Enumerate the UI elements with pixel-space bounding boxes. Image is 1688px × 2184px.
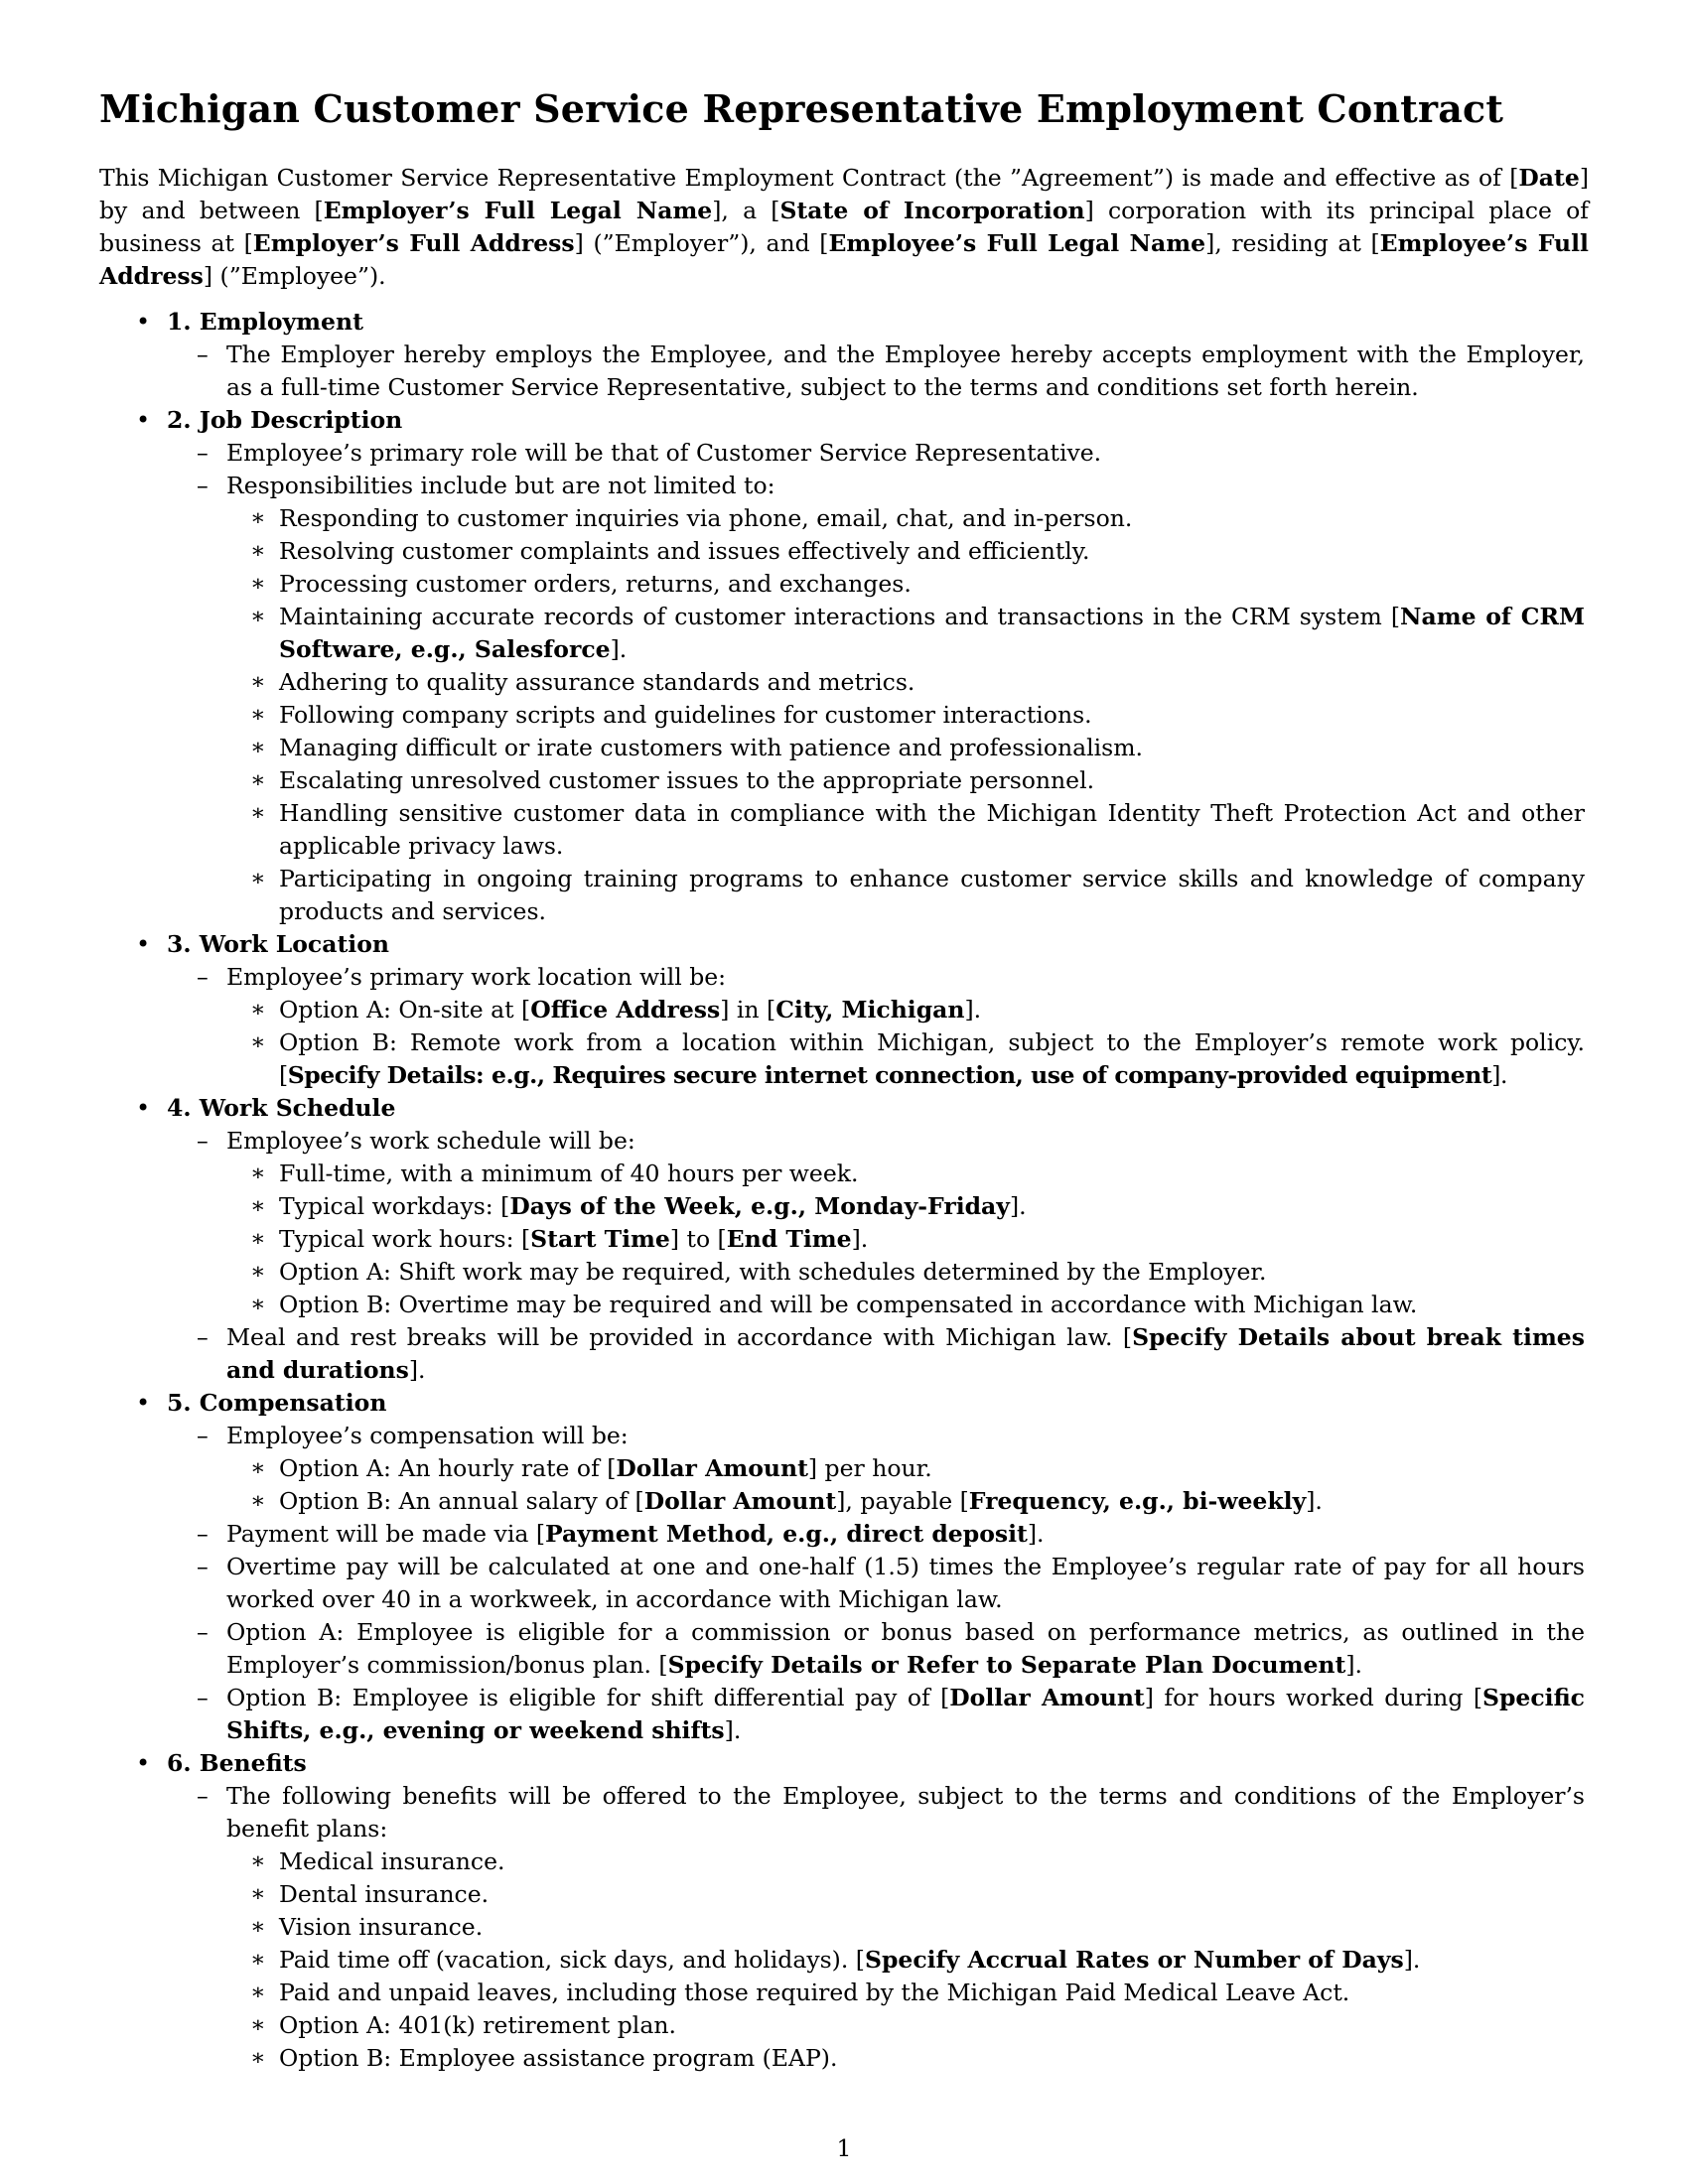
list-item xyxy=(226,1518,1045,1551)
placeholder-employer-address: Employer’s Full Address xyxy=(252,229,575,257)
document-title: Michigan Customer Service Representative Employment Contract xyxy=(99,86,1504,131)
placeholder-payment-method: Payment Method, e.g., direct deposit xyxy=(545,1520,1028,1548)
dash-icon: – xyxy=(197,963,209,991)
asterisk-icon: ∗ xyxy=(250,1881,266,1907)
asterisk-icon: ∗ xyxy=(250,669,266,695)
item-text: Typical workdays: [ xyxy=(279,1192,510,1220)
intro-text: ], a [ xyxy=(712,197,780,224)
list-item xyxy=(279,1190,1027,1223)
dash-icon: – xyxy=(197,1127,209,1155)
item-text: ] to [ xyxy=(669,1225,727,1253)
asterisk-icon: ∗ xyxy=(250,1193,266,1219)
item-text: ], payable [ xyxy=(836,1487,969,1515)
list-item: Employee’s primary work location will be: xyxy=(226,963,727,991)
item-text: Option A: On-site at [ xyxy=(279,996,531,1024)
list-item: applicable privacy laws. xyxy=(279,832,564,860)
bullet-icon: • xyxy=(136,406,151,434)
placeholder-break-details: and durations xyxy=(226,1356,409,1384)
list-item: worked over 40 in a workweek, in accordance with Michigan law. xyxy=(226,1585,1003,1613)
placeholder-city: City, Michigan xyxy=(775,996,965,1024)
intro-text: ] (”Employee”). xyxy=(203,262,386,290)
item-text: ]. xyxy=(964,996,982,1024)
list-item: Dental insurance. xyxy=(279,1880,490,1908)
placeholder-dollar-amount: Dollar Amount xyxy=(949,1684,1145,1711)
asterisk-icon: ∗ xyxy=(250,1292,266,1317)
list-item: Medical insurance. xyxy=(279,1847,505,1875)
list-item: The Employer hereby employs the Employee, and the Employee hereby accepts employment with the Employer, xyxy=(226,341,1585,368)
list-item: Option B: Overtime may be required and will be compensated in accordance with Michigan law. xyxy=(279,1291,1418,1318)
dash-icon: – xyxy=(197,1323,209,1351)
asterisk-icon: ∗ xyxy=(250,800,266,826)
placeholder-employee-address: Employee’s Full Address xyxy=(99,229,1589,290)
list-item: benefit plans: xyxy=(226,1815,388,1843)
asterisk-icon: ∗ xyxy=(250,1029,266,1055)
item-text: Maintaining accurate records of customer interactions and transactions in the CRM system [ xyxy=(279,603,1401,630)
list-item xyxy=(279,1059,1507,1092)
asterisk-icon: ∗ xyxy=(250,767,266,793)
section-title-compensation: 5. Compensation xyxy=(167,1389,387,1417)
item-text: Typical work hours: [ xyxy=(279,1225,531,1253)
item-text: ]. xyxy=(851,1225,869,1253)
bullet-icon: • xyxy=(136,1749,151,1777)
placeholder-dollar-amount: Dollar Amount xyxy=(643,1487,837,1515)
intro-text: This Michigan Customer Service Representative Employment Contract (the ”Agreement”) is made and effective as of [ xyxy=(99,164,1519,192)
list-item: Managing difficult or irate customers with patience and professionalism. xyxy=(279,734,1143,761)
dash-icon: – xyxy=(197,439,209,467)
placeholder-crm: Software, e.g., Salesforce xyxy=(279,635,611,663)
item-text: ]. xyxy=(1027,1520,1045,1548)
intro-text: ] by and between [ xyxy=(99,164,1589,224)
list-item: The following benefits will be offered to the Employee, subject to the terms and conditions of the Employer’s xyxy=(226,1782,1585,1810)
dash-icon: – xyxy=(197,472,209,499)
section-title-job-description: 2. Job Description xyxy=(167,406,403,434)
list-item: Resolving customer complaints and issues effectively and efficiently. xyxy=(279,537,1090,565)
list-item xyxy=(279,1452,932,1485)
asterisk-icon: ∗ xyxy=(250,1848,266,1874)
list-item xyxy=(279,1944,1420,1977)
item-text: Employer’s commission/bonus plan. [ xyxy=(226,1651,668,1679)
item-text: Paid time off (vacation, sick days, and holidays). [ xyxy=(279,1946,865,1974)
list-item: products and services. xyxy=(279,897,546,925)
asterisk-icon: ∗ xyxy=(250,571,266,597)
list-item: Escalating unresolved customer issues to the appropriate personnel. xyxy=(279,766,1095,794)
dash-icon: – xyxy=(197,1553,209,1580)
asterisk-icon: ∗ xyxy=(250,1455,266,1481)
dash-icon: – xyxy=(197,341,209,368)
item-text: ]. xyxy=(1306,1487,1323,1515)
intro-text: ] (”Employer”), and [ xyxy=(574,229,829,257)
list-item xyxy=(279,1485,1323,1518)
placeholder-pto: Specify Accrual Rates or Number of Days xyxy=(864,1946,1404,1974)
placeholder-employer-name: Employer’s Full Legal Name xyxy=(323,197,713,224)
bullet-icon: • xyxy=(136,930,151,958)
placeholder-frequency: Frequency, e.g., bi-weekly xyxy=(968,1487,1307,1515)
item-text: Option B: An annual salary of [ xyxy=(279,1487,644,1515)
list-item xyxy=(226,1321,1585,1354)
asterisk-icon: ∗ xyxy=(250,538,266,564)
placeholder-break-details: Specify Details about break times xyxy=(1132,1323,1585,1351)
list-item: Option A: Employee is eligible for a commission or bonus based on performance metrics, as outlined in the xyxy=(226,1618,1585,1646)
item-text: [ xyxy=(279,1061,288,1089)
placeholder-bonus-plan: Specify Details or Refer to Separate Plan Document xyxy=(667,1651,1346,1679)
item-text: ]. xyxy=(1009,1192,1027,1220)
list-item xyxy=(279,601,1585,633)
asterisk-icon: ∗ xyxy=(250,2045,266,2071)
list-item: Employee’s compensation will be: xyxy=(226,1422,629,1449)
bullet-icon: • xyxy=(136,308,151,336)
list-item xyxy=(226,1682,1585,1714)
placeholder-shifts: Shifts, e.g., evening or weekend shifts xyxy=(226,1716,725,1744)
item-text: ]. xyxy=(1403,1946,1421,1974)
dash-icon: – xyxy=(197,1684,209,1711)
asterisk-icon: ∗ xyxy=(250,1914,266,1940)
list-item: Employee’s work schedule will be: xyxy=(226,1127,635,1155)
list-item: Full-time, with a minimum of 40 hours per week. xyxy=(279,1160,859,1187)
item-text: Option B: Employee is eligible for shift differential pay of [ xyxy=(226,1684,950,1711)
item-text: Meal and rest breaks will be provided in accordance with Michigan law. [ xyxy=(226,1323,1133,1351)
section-title-employment: 1. Employment xyxy=(167,308,363,336)
item-text: Payment will be made via [ xyxy=(226,1520,545,1548)
intro-text: ], residing at [ xyxy=(1205,229,1380,257)
list-item: as a full-time Customer Service Representative, subject to the terms and conditions set forth herein. xyxy=(226,373,1419,401)
intro-paragraph xyxy=(99,162,1589,293)
list-item: Option A: 401(k) retirement plan. xyxy=(279,2011,676,2039)
list-item: Adhering to quality assurance standards and metrics. xyxy=(279,668,915,696)
item-text: ]. xyxy=(1491,1061,1508,1089)
list-item: Employee’s primary role will be that of Customer Service Representative. xyxy=(226,439,1102,467)
placeholder-shifts: Specific xyxy=(1482,1684,1585,1711)
list-item: Paid and unpaid leaves, including those required by the Michigan Paid Medical Leave Act. xyxy=(279,1979,1350,2006)
asterisk-icon: ∗ xyxy=(250,1226,266,1252)
dash-icon: – xyxy=(197,1782,209,1810)
asterisk-icon: ∗ xyxy=(250,604,266,629)
dash-icon: – xyxy=(197,1422,209,1449)
bullet-icon: • xyxy=(136,1094,151,1122)
placeholder-start-time: Start Time xyxy=(530,1225,670,1253)
placeholder-office-address: Office Address xyxy=(530,996,721,1024)
list-item: Option A: Shift work may be required, with schedules determined by the Employer. xyxy=(279,1258,1267,1286)
placeholder-employee-name: Employee’s Full Legal Name xyxy=(828,229,1206,257)
list-item: Overtime pay will be calculated at one and one-half (1.5) times the Employee’s regular rate of pay for all hours xyxy=(226,1553,1585,1580)
section-title-benefits: 6. Benefits xyxy=(167,1749,307,1777)
placeholder-state: State of Incorporation xyxy=(779,197,1085,224)
item-text: ] for hours worked during [ xyxy=(1144,1684,1482,1711)
list-item: Handling sensitive customer data in compliance with the Michigan Identity Theft Protection Act and other xyxy=(279,799,1585,827)
item-text: ]. xyxy=(1345,1651,1362,1679)
list-item xyxy=(279,633,627,666)
item-text: ] in [ xyxy=(720,996,776,1024)
list-item: Following company scripts and guidelines for customer interactions. xyxy=(279,701,1092,729)
placeholder-end-time: End Time xyxy=(726,1225,852,1253)
list-item: Participating in ongoing training programs to enhance customer service skills and knowledge of company xyxy=(279,865,1585,892)
asterisk-icon: ∗ xyxy=(250,1259,266,1285)
asterisk-icon: ∗ xyxy=(250,2012,266,2038)
intro-text: ] corporation with its principal place of business at [ xyxy=(99,197,1589,257)
dash-icon: – xyxy=(197,1618,209,1646)
dash-icon: – xyxy=(197,1520,209,1548)
asterisk-icon: ∗ xyxy=(250,735,266,760)
item-text: ]. xyxy=(408,1356,426,1384)
asterisk-icon: ∗ xyxy=(250,1488,266,1514)
item-text: Option A: An hourly rate of [ xyxy=(279,1454,617,1482)
list-item: Processing customer orders, returns, and exchanges. xyxy=(279,570,912,598)
asterisk-icon: ∗ xyxy=(250,997,266,1023)
section-title-work-schedule: 4. Work Schedule xyxy=(167,1094,396,1122)
placeholder-crm: Name of CRM xyxy=(1400,603,1586,630)
asterisk-icon: ∗ xyxy=(250,1979,266,2005)
section-title-work-location: 3. Work Location xyxy=(167,930,389,958)
placeholder-workdays: Days of the Week, e.g., Monday-Friday xyxy=(509,1192,1010,1220)
list-item: Responding to customer inquiries via phone, email, chat, and in-person. xyxy=(279,504,1133,532)
list-item xyxy=(226,1649,1362,1682)
list-item: Option B: Remote work from a location within Michigan, subject to the Employer’s remote work policy. xyxy=(279,1028,1585,1056)
asterisk-icon: ∗ xyxy=(250,1160,266,1186)
list-item: Option B: Employee assistance program (EAP). xyxy=(279,2044,838,2072)
page-number: 1 xyxy=(836,2134,852,2162)
list-item: Vision insurance. xyxy=(279,1913,484,1941)
list-item xyxy=(279,1223,868,1256)
asterisk-icon: ∗ xyxy=(250,505,266,531)
list-item xyxy=(226,1354,425,1387)
item-text: ]. xyxy=(724,1716,742,1744)
placeholder-date: Date xyxy=(1518,164,1580,192)
bullet-icon: • xyxy=(136,1389,151,1417)
asterisk-icon: ∗ xyxy=(250,866,266,891)
placeholder-dollar-amount: Dollar Amount xyxy=(616,1454,808,1482)
placeholder-remote-details: Specify Details: e.g., Requires secure internet connection, use of company-provided equipment xyxy=(287,1061,1492,1089)
list-item xyxy=(226,1714,741,1747)
list-item xyxy=(279,994,981,1026)
asterisk-icon: ∗ xyxy=(250,1947,266,1973)
asterisk-icon: ∗ xyxy=(250,702,266,728)
item-text: ] per hour. xyxy=(807,1454,932,1482)
item-text: ]. xyxy=(610,635,628,663)
list-item: Responsibilities include but are not limited to: xyxy=(226,472,775,499)
